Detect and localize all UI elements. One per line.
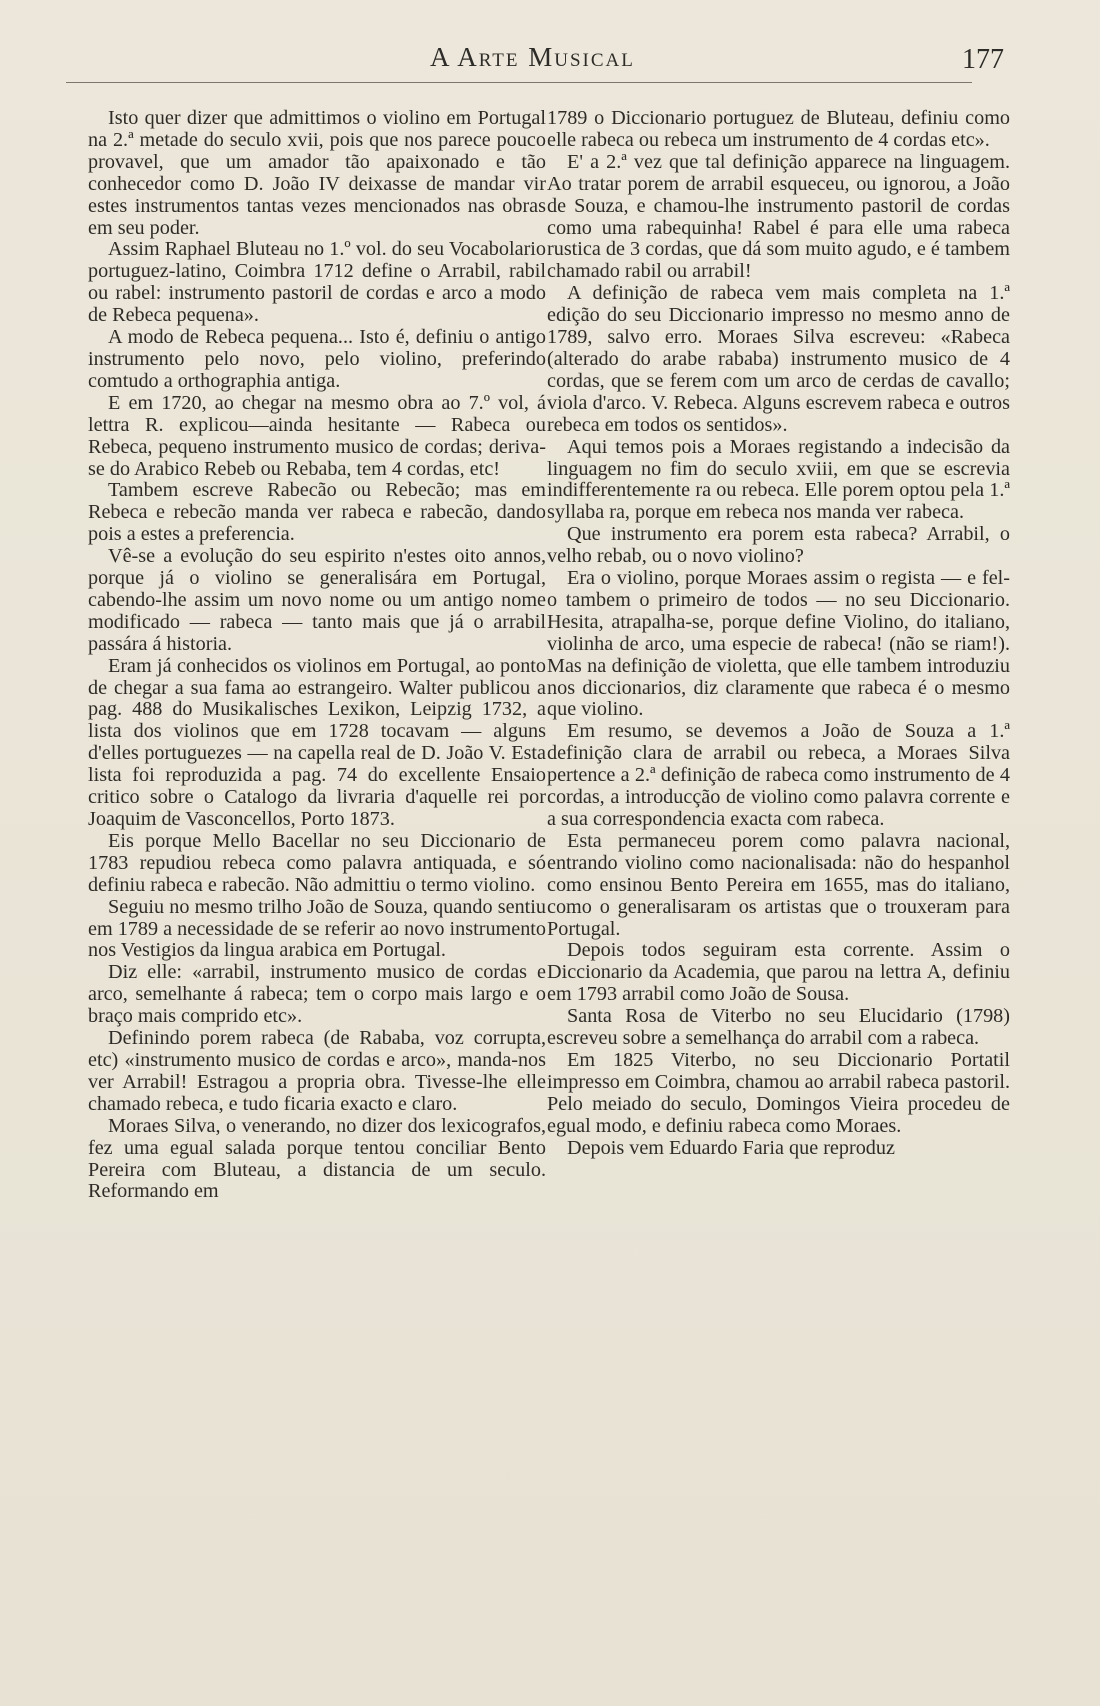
paragraph: Assim Raphael Bluteau no 1.º vol. do seu Vocabolario portuguez-latino, Coimbra 1712 define o Arrabil, rabil ou rabel: instrumento pastoril de cordas e arco a modo de Rebeca pequena». bbox=[88, 238, 546, 327]
page-header bbox=[0, 40, 1100, 80]
right-text-column bbox=[547, 108, 1010, 1160]
header-rule bbox=[66, 82, 972, 83]
paragraph: Definindo porem rabeca (de Rababa, voz corrupta, etc) «instrumento musico de cordas e arco», manda-nos ver Arrabil! Estragou a propria obra. Tivesse-lhe elle chamado rebeca, e tudo ficaria exacto e claro. bbox=[88, 1027, 546, 1115]
paragraph: Isto quer dizer que admittimos o violino em Portugal na 2.ª metade do seculo xvii, pois que nos parece pouco provavel, que um amador tão apaixonado e tão conhecedor como D. João IV deixasse de mandar vir estes instrumentos tantas vezes mencionados nas obras em seu poder. bbox=[88, 107, 546, 239]
paragraph: Seguiu no mesmo trilho João de Souza, quando sentiu em 1789 a necessidade de se referir ao novo instrumento nos Vestigios da lingua arabica em Portugal. bbox=[88, 895, 546, 962]
paragraph: E' a 2.ª vez que tal definição apparece na linguagem. Ao tratar porem de arrabil esqueceu, ou ignorou, a João de Souza, e chamou-lhe instrumento pastoril de cordas como uma rabequinha! Rabel é para elle uma rabeca rustica de 3 cordas, que dá som muito agudo, e é tambem chamado rabil ou arrabil! bbox=[547, 150, 1010, 283]
paragraph: Em resumo, se devemos a João de Souza a 1.ª definição clara de arrabil ou rebeca, a Moraes Silva pertence a 2.ª definição de rabeca como instrumento de 4 cordas, a introducção de violino como palavra corrente e a sua correspondencia exacta com rabeca. bbox=[547, 720, 1010, 830]
paragraph: Aqui temos pois a Moraes registando a indecisão da linguagem no fim do seculo xviii, em que se escrevia indifferentemente ra ou rebeca. Elle porem optou pela 1.ª syllaba ra, porque em rebeca nos manda ver rabeca. bbox=[547, 435, 1010, 524]
paragraph: Vê-se a evolução do seu espirito n'estes oito annos, porque já o violino se generalisára em Portugal, cabendo-lhe assim um novo nome ou um antigo nome modificado — rabeca — tanto mais que já o arrabil passára á historia. bbox=[88, 545, 546, 655]
paragraph: Esta permaneceu porem como palavra nacional, entrando violino como nacionalisada: não do hespanhol como ensinou Bento Pereira em 1655, mas do italiano, como o generalisaram os artistas que o trouxeram para Portugal. bbox=[547, 829, 1010, 940]
paragraph: 1789 o Diccionario portuguez de Bluteau, definiu como elle rabeca ou rebeca um instrumento de 4 cordas etc». bbox=[547, 107, 1010, 151]
left-text-column bbox=[88, 108, 546, 1203]
paragraph: A definição de rabeca vem mais completa na 1.ª edição do seu Diccionario impresso no mesmo anno de 1789, salvo erro. Moraes Silva escreveu: «Rabeca (alterado do arabe rababa) instrumento musico de 4 cordas, que se ferem com um arco de cerdas de cavallo; viola d'arco. V. Rebeca. Alguns escrevem rabeca e outros rebeca em todos os sentidos». bbox=[547, 282, 1010, 436]
paragraph: E em 1720, ao chegar na mesmo obra ao 7.º vol, á lettra R. explicou—ainda hesitante — Rabeca ou Rebeca, pequeno instrumento musico de cordas; deriva-se do Arabico Rebeb ou Rebaba, tem 4 cordas, etc! bbox=[88, 391, 546, 480]
paragraph: Era o violino, porque Moraes assim o regista — e fel-o tambem o primeiro de todos — no seu Diccionario. Hesita, atrapalha-se, porque define Violino, do italiano, violinha de arco, uma especie de rabeca! (não se riam!). Mas na definição de violetta, que elle tambem introduziu nos diccionarios, diz claramente que rabeca é o mesmo que violino. bbox=[547, 567, 1010, 721]
paragraph: Diz elle: «arrabil, instrumento musico de cordas e arco, semelhante á rabeca; tem o corpo mais largo e o braço mais comprido etc». bbox=[88, 961, 546, 1028]
paragraph: Tambem escreve Rabecão ou Rebecão; mas em Rebeca e rebecão manda ver rabeca e rabecão, dando pois a estes a preferencia. bbox=[88, 479, 546, 546]
paragraph: Eram já conhecidos os violinos em Portugal, ao ponto de chegar a sua fama ao estrangeiro. Walter publicou a pag. 488 do Musikalisches Lexikon, Leipzig 1732, a lista dos violinos que em 1728 tocavam — alguns d'elles portuguezes — na capella real de D. João V. Esta lista foi reproduzida a pag. 74 do excellente Ensaio critico sobre o Catalogo da livraria d'aquelle rei por Joaquim de Vasconcellos, Porto 1873. bbox=[88, 654, 546, 830]
paragraph: Depois todos seguiram esta corrente. Assim o Diccionario da Academia, que parou na lettra A, definiu em 1793 arrabil como João de Sousa. bbox=[547, 939, 1010, 1006]
paragraph: Eis porque Mello Bacellar no seu Diccionario de 1783 repudiou rebeca como palavra antiquada, e só definiu rabeca e rabecão. Não admittiu o termo violino. bbox=[88, 829, 546, 896]
paragraph: Santa Rosa de Viterbo no seu Elucidario (1798) escreveu sobre a semelhança do arrabil com a rabeca. bbox=[547, 1005, 1010, 1050]
paragraph: Depois vem Eduardo Faria que reproduz bbox=[567, 1136, 895, 1159]
paragraph: Moraes Silva, o venerando, no dizer dos lexicografos, fez uma egual salada porque tentou conciliar Bento Pereira com Bluteau, a distancia de um seculo. Reformando em bbox=[88, 1114, 546, 1203]
paragraph: Em 1825 Viterbo, no seu Diccionario Portatil impresso em Coimbra, chamou ao arrabil rabeca pastoril. Pelo meiado do seculo, Domingos Vieira procedeu de egual modo, e definiu rabeca como Moraes. bbox=[547, 1048, 1010, 1137]
paragraph: Que instrumento era porem esta rabeca? Arrabil, o velho rebab, ou o novo violino? bbox=[547, 523, 1010, 568]
page-number: 177 bbox=[962, 44, 1004, 75]
paragraph: A modo de Rebeca pequena... Isto é, definiu o antigo instrumento pelo novo, pelo violino, preferindo comtudo a orthographia antiga. bbox=[88, 326, 546, 392]
running-title: A Arte Musical bbox=[430, 42, 635, 72]
